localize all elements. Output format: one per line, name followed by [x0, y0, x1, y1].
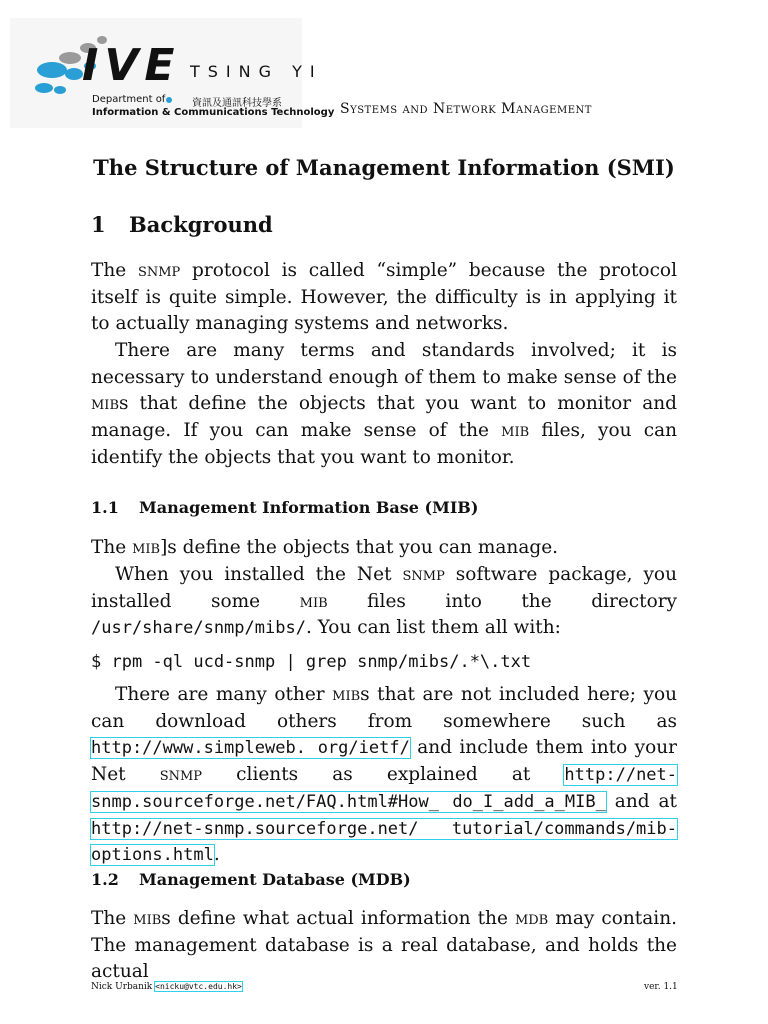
page-title: The Structure of Management Information (SMI) [93, 155, 675, 180]
section-title: Background [129, 212, 273, 237]
subsection-title: Management Database (MDB) [139, 870, 411, 889]
paragraph-6: The mibs define what actual information the mdb may contain. The management database is a real database, and holds the actual [91, 908, 677, 983]
logo-campus: TSING YI [190, 62, 323, 81]
net-snmp-tutorial-link[interactable]: http://net-snmp.sourceforge.net/ tutorial/commands/mib-options.html [91, 818, 677, 866]
section-number: 1 [91, 212, 106, 237]
simpleweb-link[interactable]: http://www.simpleweb. org/ietf/ [91, 738, 410, 759]
directory-path: /usr/share/snmp/mibs/ [91, 618, 306, 639]
net-snmp-faq-link[interactable]: http://net-snmp.sourceforge.net/FAQ.html#How_ do_I_add_a_MIB_ [91, 765, 678, 812]
shell-command: $ rpm -ql ucd-snmp | grep snmp/mibs/.*\.txt [91, 652, 532, 672]
logo-brand: IVE [82, 40, 181, 91]
paragraph-4: When you installed the Net snmp software package, you installed some mib files into the directory /usr/share/snmp/mibs/. You can list them all with: [91, 564, 677, 639]
logo-dept-line2: Information & Communications Technology [92, 107, 335, 118]
subsection-title: Management Information Base (MIB) [139, 498, 479, 517]
section-heading-1-1 [91, 498, 478, 517]
section-heading-1 [91, 212, 273, 237]
logo-dept-line1: Department of [92, 94, 166, 105]
paragraph-3: The mib]s define the objects that you can manage. [91, 537, 559, 558]
subsection-number: 1.1 [91, 498, 119, 517]
author-name: Nick Urbanik [91, 982, 153, 992]
footer-version: ver. 1.1 [644, 982, 678, 992]
logo-dot-icon [166, 97, 172, 103]
paragraph-2: There are many terms and standards involved; it is necessary to understand enough of them to make sense of the mibs that define the objects that you want to monitor and manage. If you can make sense of the mib files, you can identify the objects that you want to monitor. [91, 340, 678, 468]
logo-dept-chinese: 資訊及通訊科技學系 [192, 98, 282, 109]
running-head: Systems and Network Management [340, 101, 592, 117]
paragraph-5: There are many other mibs that are not included here; you can download others from somewhere such as http://www.simpleweb. org/ietf/ and include them into your Net snmp clients as explained at http://net-snmp.sourceforge.net/FAQ.html#How_ do_I_add_a_MIB_ and at http://net-snmp.sourceforge.net/ tutorial/commands/mib-options.html. [91, 684, 678, 866]
section-heading-1-2 [91, 870, 411, 889]
author-email-link[interactable]: <nicku@vtc.edu.hk> [155, 982, 242, 991]
footer-author [91, 982, 242, 992]
subsection-number: 1.2 [91, 870, 119, 889]
paragraph-1: The snmp protocol is called “simple” because the protocol itself is quite simple. However, the difficulty is in applying it to actually managing systems and networks. [91, 260, 677, 335]
